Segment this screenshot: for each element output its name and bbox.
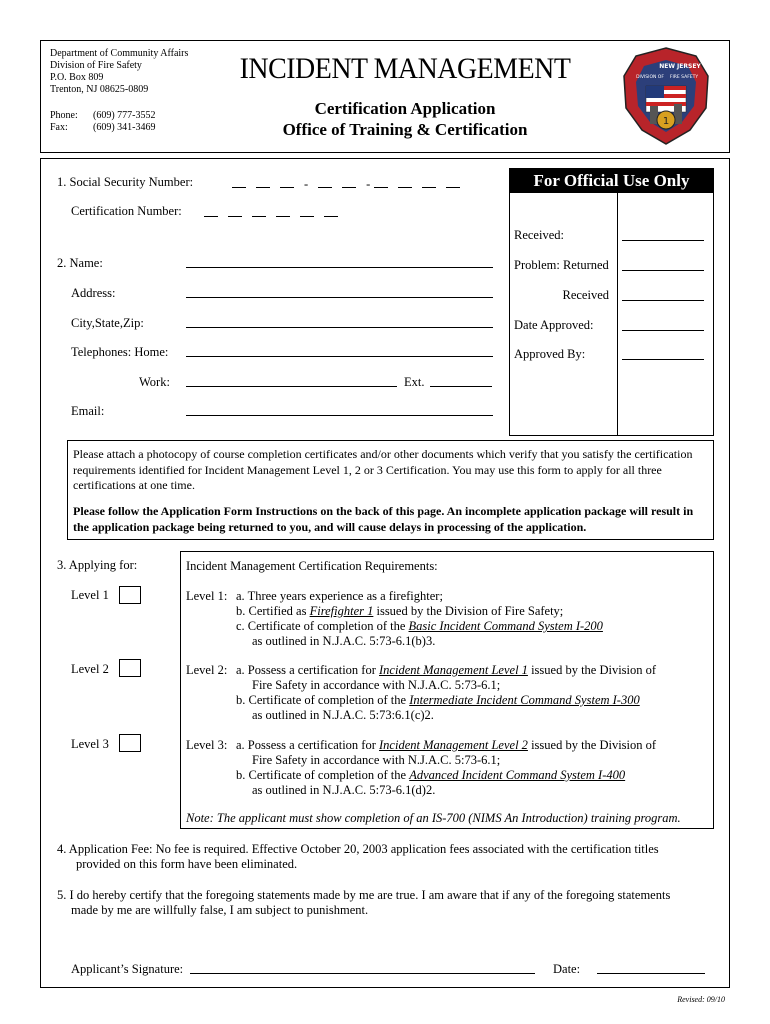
l1-c-link: Basic Incident Command System I-200 <box>408 619 603 633</box>
fax-number: (609) 341-3469 <box>93 122 156 133</box>
l2-b-link: Intermediate Incident Command System I-300 <box>409 693 640 707</box>
agency-fax <box>50 122 156 134</box>
official-received2: Received <box>562 288 609 302</box>
l3-a-cont: Fire Safety in accordance with N.J.A.C. 5:73-6.1; <box>252 753 501 767</box>
level1-requirements <box>186 589 603 649</box>
l1-a: a. Three years experience as a firefighter; <box>236 589 443 603</box>
l1-c-cont: as outlined in N.J.A.C. 5:73-6.1(b)3. <box>252 634 436 648</box>
fee-line2: provided on this form have been eliminated. <box>76 857 298 871</box>
agency-line1: Department of Community Affairs <box>50 48 189 59</box>
agency-line4: Trenton, NJ 08625-0809 <box>50 84 149 95</box>
l3-a-post: issued by the Division of <box>531 738 657 752</box>
l3-lead: Level 3: <box>186 738 228 752</box>
level3-checkbox[interactable] <box>119 734 141 752</box>
home-phone-field[interactable] <box>186 356 493 357</box>
home-phone-label: Telephones: Home: <box>71 345 169 359</box>
seal-left-text: DIVISION OF <box>636 75 664 80</box>
agency-line3: P.O. Box 809 <box>50 72 104 83</box>
agency-phone <box>50 110 156 122</box>
l3-b-pre: b. Certificate of completion of the <box>236 768 407 782</box>
date-field[interactable] <box>597 973 705 974</box>
requirements-title: Incident Management Certification Requirements: <box>186 559 438 573</box>
work-phone-field[interactable] <box>186 386 397 387</box>
date-label: Date: <box>553 962 581 976</box>
l3-b-link: Advanced Incident Command System I-400 <box>409 768 626 782</box>
seal-right-text: FIRE SAFETY <box>669 75 699 80</box>
seal-number: 1 <box>662 116 670 127</box>
official-date-approved: Date Approved: <box>514 318 594 332</box>
notice-instructions: Please follow the Application Form Instructions on the back of this page. An incomplete application package will result in the application package being returned to you, and will cause delays in processing of the application. <box>73 504 694 534</box>
l2-b-pre: b. Certificate of completion of the <box>236 693 407 707</box>
fax-label: Fax: <box>50 122 68 133</box>
city-label: City,State,Zip: <box>71 316 144 330</box>
official-problem-field[interactable] <box>622 270 704 271</box>
phone-number: (609) 777-3552 <box>93 110 156 121</box>
email-label: Email: <box>71 404 105 418</box>
l1-b-link: Firefighter 1 <box>309 604 374 618</box>
seal-icon <box>620 46 712 146</box>
name-label: 2. Name: <box>57 256 103 270</box>
level1-checkbox[interactable] <box>119 586 141 604</box>
official-received: Received: <box>514 228 564 242</box>
applying-for-label: 3. Applying for: <box>57 558 138 572</box>
certify-line1: 5. I do hereby certify that the foregoing statements made by me are true. I am aware that if any of the foregoing statements <box>57 888 671 902</box>
official-approved-by-field[interactable] <box>622 359 704 360</box>
address-label: Address: <box>71 286 116 300</box>
l2-a-cont: Fire Safety in accordance with N.J.A.C. 5:73-6.1; <box>252 678 501 692</box>
phone-label: Phone: <box>50 110 78 121</box>
cert-number-field[interactable] <box>204 204 348 221</box>
work-phone-label: Work: <box>139 375 170 389</box>
l1-lead: Level 1: <box>186 589 228 603</box>
level2-requirements <box>186 663 656 723</box>
agency-line2: Division of Fire Safety <box>50 60 142 71</box>
l3-a-pre: a. Possess a certification for <box>236 738 376 752</box>
l3-b-cont: as outlined in N.J.A.C. 5:73-6.1(d)2. <box>252 783 436 797</box>
notice-text: Please attach a photocopy of course completion certificates and/or other documents which verify that you satisfy the certification requirements identified for Incident Management Level 1, 2 or 3 Certification. You may use this form to apply for all three certifications at one time. <box>73 447 693 492</box>
official-received2-field[interactable] <box>622 300 704 301</box>
official-use-title: For Official Use Only <box>510 169 713 193</box>
official-approved-by: Approved By: <box>514 347 586 361</box>
email-field[interactable] <box>186 415 493 416</box>
level3-requirements <box>186 738 656 798</box>
l1-c-pre: c. Certificate of completion of the <box>236 619 406 633</box>
official-problem: Problem: Returned <box>514 258 609 272</box>
signature-label: Applicant’s Signature: <box>71 962 184 976</box>
level2-checkbox[interactable] <box>119 659 141 677</box>
official-received-field[interactable] <box>622 240 704 241</box>
l2-a-post: issued by the Division of <box>531 663 657 677</box>
ssn-sep-1: - <box>304 177 309 191</box>
official-divider <box>617 193 618 435</box>
level3-label: Level 3 <box>71 737 109 751</box>
name-field[interactable] <box>186 267 493 268</box>
signature-field[interactable] <box>190 973 535 974</box>
ext-label: Ext. <box>404 375 425 389</box>
cert-number-label: Certification Number: <box>71 204 182 218</box>
seal-top-text: NEW JERSEY <box>659 63 701 70</box>
revised-footer: Revised: 09/10 <box>677 995 725 1004</box>
subtitle-office: Office of Training & Certification <box>282 120 528 139</box>
l2-a-pre: a. Possess a certification for <box>236 663 376 677</box>
level2-label: Level 2 <box>71 662 109 676</box>
agency-address <box>50 48 210 96</box>
l2-b-cont: as outlined in N.J.A.C. 5:73:6.1(c)2. <box>252 708 434 722</box>
is700-note: Note: The applicant must show completion of an IS-700 (NIMS An Introduction) training program. <box>186 811 681 825</box>
subtitle-certification: Certification Application <box>314 99 496 118</box>
ssn-label: 1. Social Security Number: <box>57 175 194 189</box>
ext-field[interactable] <box>430 386 492 387</box>
fee-line1: 4. Application Fee: No fee is required. Effective October 20, 2003 application fees associated with the certification titles <box>57 842 659 856</box>
ssn-sep-2: - <box>366 177 371 191</box>
fire-safety-seal <box>620 46 712 146</box>
city-field[interactable] <box>186 327 493 328</box>
l2-a-link: Incident Management Level 1 <box>379 663 528 677</box>
l1-b-post: issued by the Division of Fire Safety; <box>376 604 564 618</box>
official-date-approved-field[interactable] <box>622 330 704 331</box>
l2-lead: Level 2: <box>186 663 228 677</box>
ssn-field[interactable] <box>232 175 470 192</box>
page-title: INCIDENT MANAGEMENT <box>239 52 571 85</box>
level1-label: Level 1 <box>71 588 109 602</box>
l1-b-pre: b. Certified as <box>236 604 307 618</box>
certify-line2: made by me are willfully false, I am subject to punishment. <box>71 903 369 917</box>
l3-a-link: Incident Management Level 2 <box>379 738 528 752</box>
address-field[interactable] <box>186 297 493 298</box>
